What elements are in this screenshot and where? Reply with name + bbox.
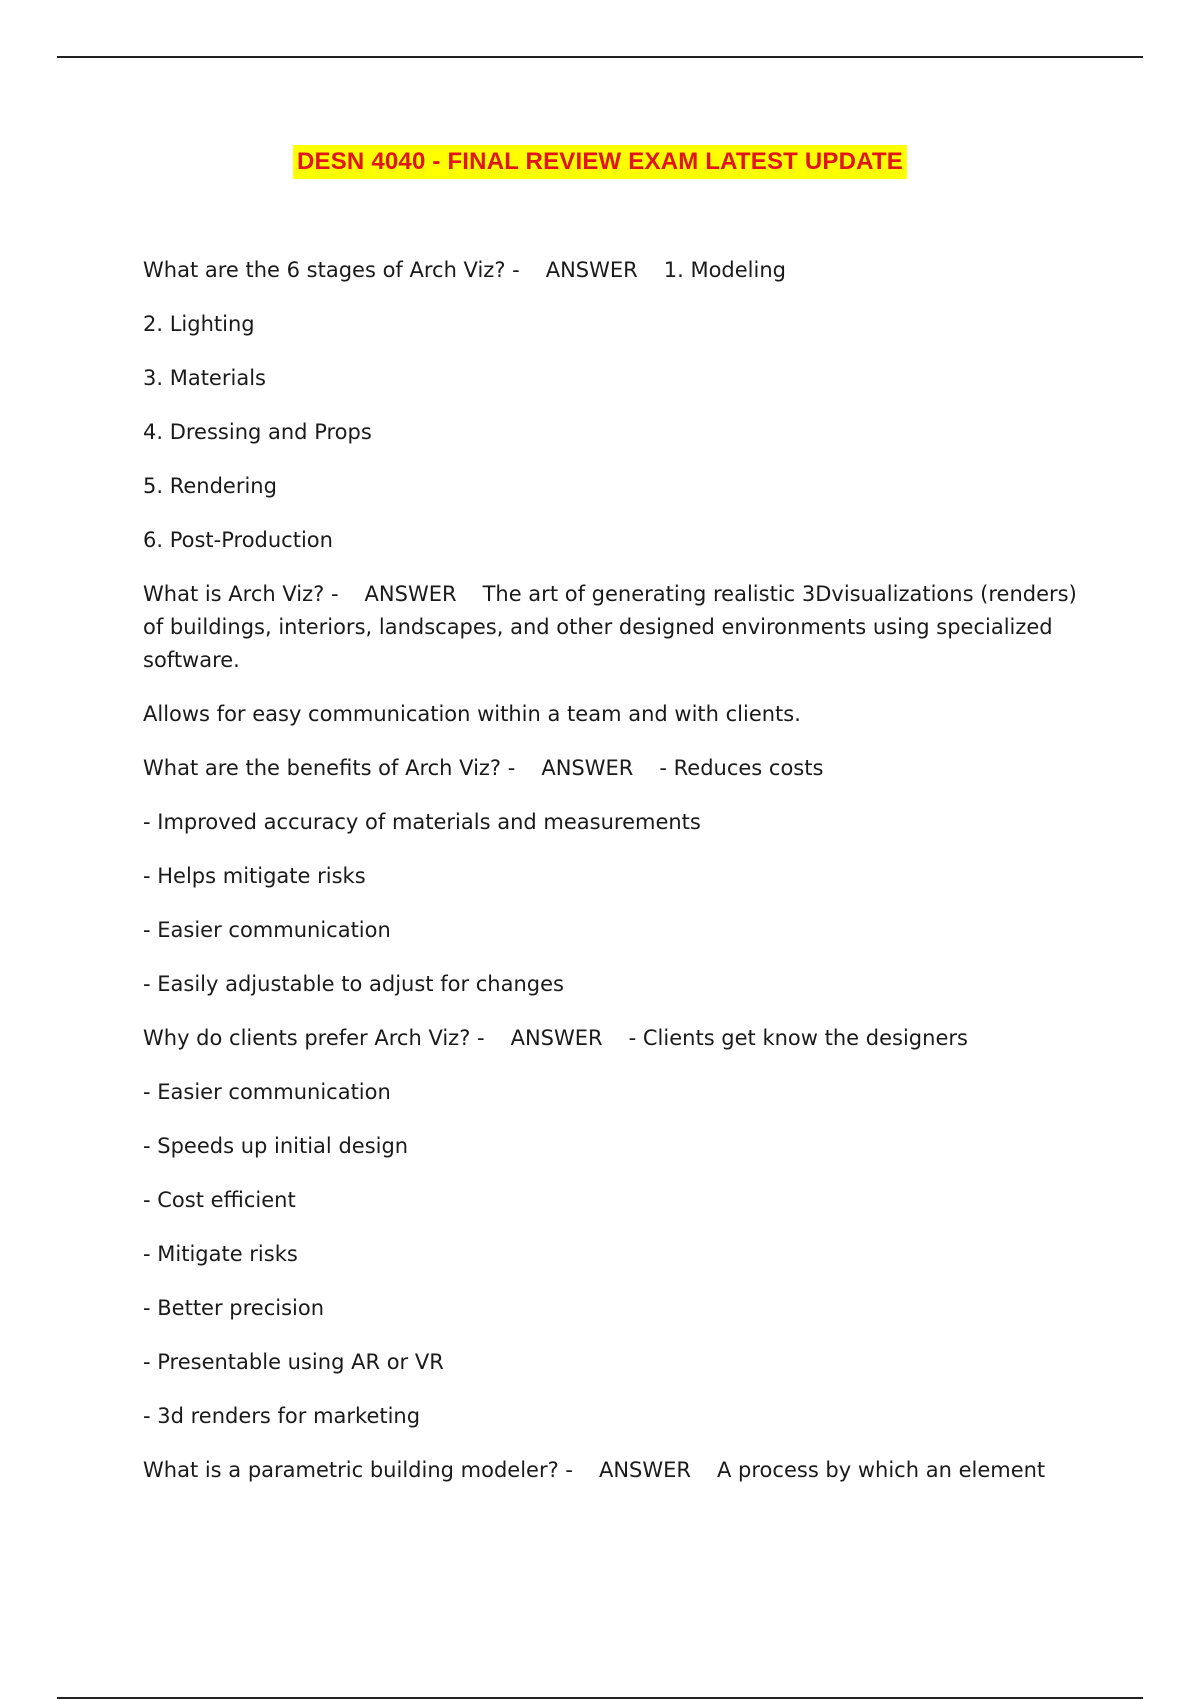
answer-label: ANSWER	[510, 1026, 603, 1050]
answer-first: - Reduces costs	[659, 756, 824, 780]
question-benefits	[143, 752, 1103, 785]
list-item: - Better precision	[143, 1296, 325, 1320]
list-item: Allows for easy communication within a team and with clients.	[143, 702, 801, 726]
title-block	[0, 145, 1200, 179]
document-body	[143, 254, 1103, 1508]
header-rule	[57, 56, 1143, 58]
answer-label: ANSWER	[598, 1458, 692, 1482]
list-item: 6. Post-Production	[143, 528, 333, 552]
question-text: What are the benefits of Arch Viz? -	[143, 756, 516, 780]
list-item: - Cost efficient	[143, 1188, 296, 1212]
question-clients	[143, 1022, 1103, 1055]
list-item: 2. Lighting	[143, 312, 255, 336]
answer-first: The art of generating realistic 3Dvisualizations (renders) of buildings, interiors, landscapes, and other designed environments using specialized software.	[143, 582, 1077, 672]
question-stages	[143, 254, 1103, 287]
question-text: What is Arch Viz? -	[143, 582, 339, 606]
list-item: - Easier communication	[143, 918, 391, 942]
list-item: 3. Materials	[143, 366, 266, 390]
question-text: What are the 6 stages of Arch Viz? -	[143, 258, 520, 282]
question-text: Why do clients prefer Arch Viz? -	[143, 1026, 485, 1050]
list-item: - Helps mitigate risks	[143, 864, 366, 888]
list-item: - 3d renders for marketing	[143, 1404, 421, 1428]
list-item: - Easily adjustable to adjust for changes	[143, 972, 564, 996]
question-what-is	[143, 578, 1103, 677]
question-parametric	[143, 1454, 1103, 1487]
answer-label: ANSWER	[545, 258, 638, 282]
list-item: - Easier communication	[143, 1080, 391, 1104]
answer-first: - Clients get know the designers	[628, 1026, 968, 1050]
list-item: - Mitigate risks	[143, 1242, 298, 1266]
answer-label: ANSWER	[364, 582, 457, 606]
list-item: 5. Rendering	[143, 474, 277, 498]
answer-first: 1. Modeling	[663, 258, 786, 282]
question-text: What is a parametric building modeler? -	[143, 1458, 573, 1482]
answer-label: ANSWER	[541, 756, 634, 780]
list-item: 4. Dressing and Props	[143, 420, 372, 444]
list-item: - Presentable using AR or VR	[143, 1350, 444, 1374]
answer-first: A process by which an element	[717, 1458, 1046, 1482]
list-item: - Improved accuracy of materials and measurements	[143, 810, 701, 834]
footer-rule	[57, 1697, 1143, 1699]
list-item: - Speeds up initial design	[143, 1134, 409, 1158]
document-title: DESN 4040 - FINAL REVIEW EXAM LATEST UPDATE	[293, 145, 907, 179]
